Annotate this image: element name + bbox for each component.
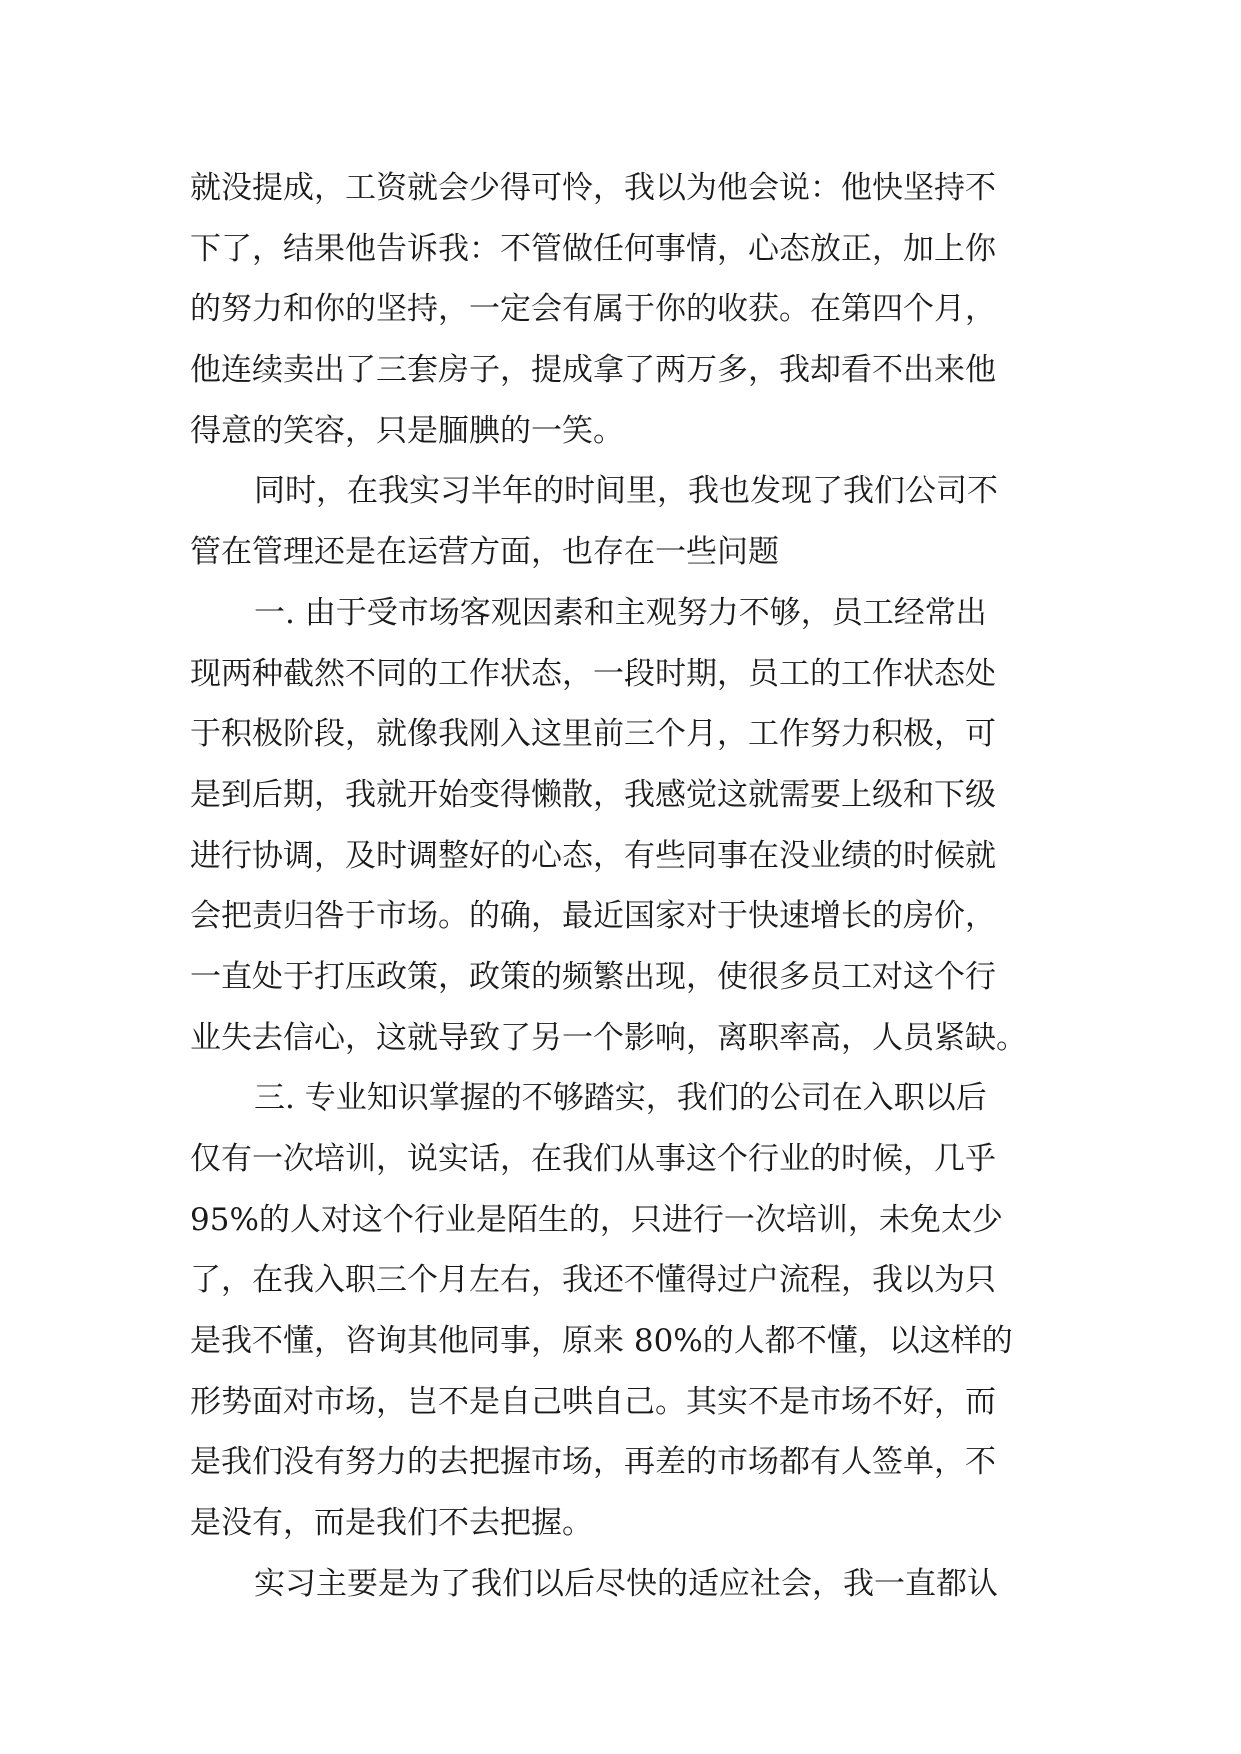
text-line: 是我不懂，咨询其他同事，原来 80%的人都不懂，以这样的	[190, 1323, 1013, 1360]
paragraph-first-line: 三. 专业知识掌握的不够踏实，我们的公司在入职以后	[254, 1080, 987, 1117]
text-line: 现两种截然不同的工作状态，一段时期，员工的工作状态处	[190, 655, 996, 692]
text-line: 得意的笑容，只是腼腆的一笑。	[190, 412, 624, 449]
paragraph-first-line: 一. 由于受市场客观因素和主观努力不够，员工经常出	[254, 594, 987, 631]
text-line: 他连续卖出了三套房子，提成拿了两万多，我却看不出来他	[190, 352, 996, 389]
text-line: 管在管理还是在运营方面，也存在一些问题	[190, 534, 779, 571]
text-line: 于积极阶段，就像我刚入这里前三个月，工作努力积极，可	[190, 716, 996, 753]
text-line: 是我们没有努力的去把握市场，再差的市场都有人签单，不	[190, 1444, 996, 1481]
text-line: 就没提成，工资就会少得可怜，我以为他会说：他快坚持不	[190, 170, 996, 206]
paragraph-first-line: 实习主要是为了我们以后尽快的适应社会，我一直都认	[254, 1565, 998, 1602]
text-line: 形势面对市场，岂不是自己哄自己。其实不是市场不好，而	[190, 1383, 996, 1420]
text-line: 了，在我入职三个月左右，我还不懂得过户流程，我以为只	[190, 1262, 996, 1299]
text-line: 进行协调，及时调整好的心态，有些同事在没业绩的时候就	[190, 837, 996, 874]
text-line: 会把责归咎于市场。的确，最近国家对于快速增长的房价，	[190, 898, 996, 935]
text-line: 95%的人对这个行业是陌生的，只进行一次培训，未免太少	[190, 1201, 1003, 1238]
text-line: 仅有一次培训，说实话，在我们从事这个行业的时候，几乎	[190, 1141, 996, 1177]
text-line: 下了，结果他告诉我：不管做任何事情，心态放正，加上你	[190, 230, 996, 267]
text-line: 是没有，而是我们不去把握。	[190, 1505, 593, 1542]
paragraph-first-line: 同时，在我实习半年的时间里，我也发现了我们公司不	[254, 473, 998, 510]
text-line: 是到后期，我就开始变得懒散，我感觉这就需要上级和下级	[190, 776, 996, 813]
text-line: 一直处于打压政策，政策的频繁出现，使很多员工对这个行	[190, 958, 996, 995]
text-line: 的努力和你的坚持，一定会有属于你的收获。在第四个月，	[190, 291, 996, 328]
body-text	[190, 158, 1070, 1615]
text-line: 业失去信心，这就导致了另一个影响，离职率高，人员紧缺。	[190, 1019, 1027, 1056]
